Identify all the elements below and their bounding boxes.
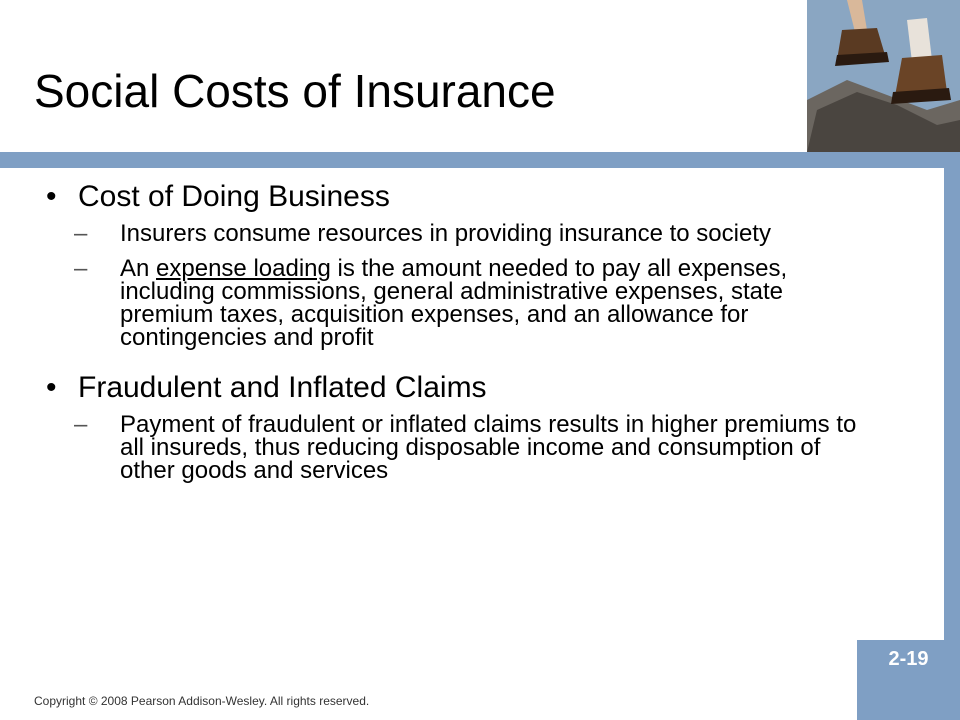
dash-symbol: – [74,220,88,247]
bullet-symbol: • [46,180,57,213]
sub-bullet [74,413,916,482]
dash-symbol: – [74,255,88,282]
title-divider-band [0,152,960,168]
bullet-heading: Fraudulent and Inflated Claims [78,371,487,404]
dash-symbol: – [74,411,88,438]
copyright-footer: Copyright © 2008 Pearson Addison-Wesley. All rights reserved. [34,694,370,708]
hiker-boots-image [807,0,960,152]
bullet-heading: Cost of Doing Business [78,180,390,213]
expense-loading-term: expense loading [156,255,331,282]
right-border-band [944,152,960,640]
sub-bullet-post: is the amount needed to pay all expenses, including commissions, general administrative expenses, state premium taxes, acquisition expenses, and an allowance for contingencies and profit [120,255,788,351]
sub-bullet-text: Payment of fraudulent or inflated claims results in higher premiums to all insureds, thus reducing disposable income and consumption of other goods and services [120,411,857,484]
bullet-fraudulent-claims [46,371,916,405]
sub-bullet-text: Insurers consume resources in providing insurance to society [120,220,771,247]
slide-title: Social Costs of Insurance [34,65,556,117]
sub-bullet [74,222,916,245]
hiker-photo [807,0,960,152]
sub-bullet-text [120,257,870,349]
bullet-symbol: • [46,371,57,404]
slide-body [46,180,916,494]
sub-bullet [74,257,916,349]
bullet-cost-of-doing-business [46,180,916,214]
sub-bullet-pre: An [120,255,157,282]
slide-number: 2-19 [888,648,929,670]
